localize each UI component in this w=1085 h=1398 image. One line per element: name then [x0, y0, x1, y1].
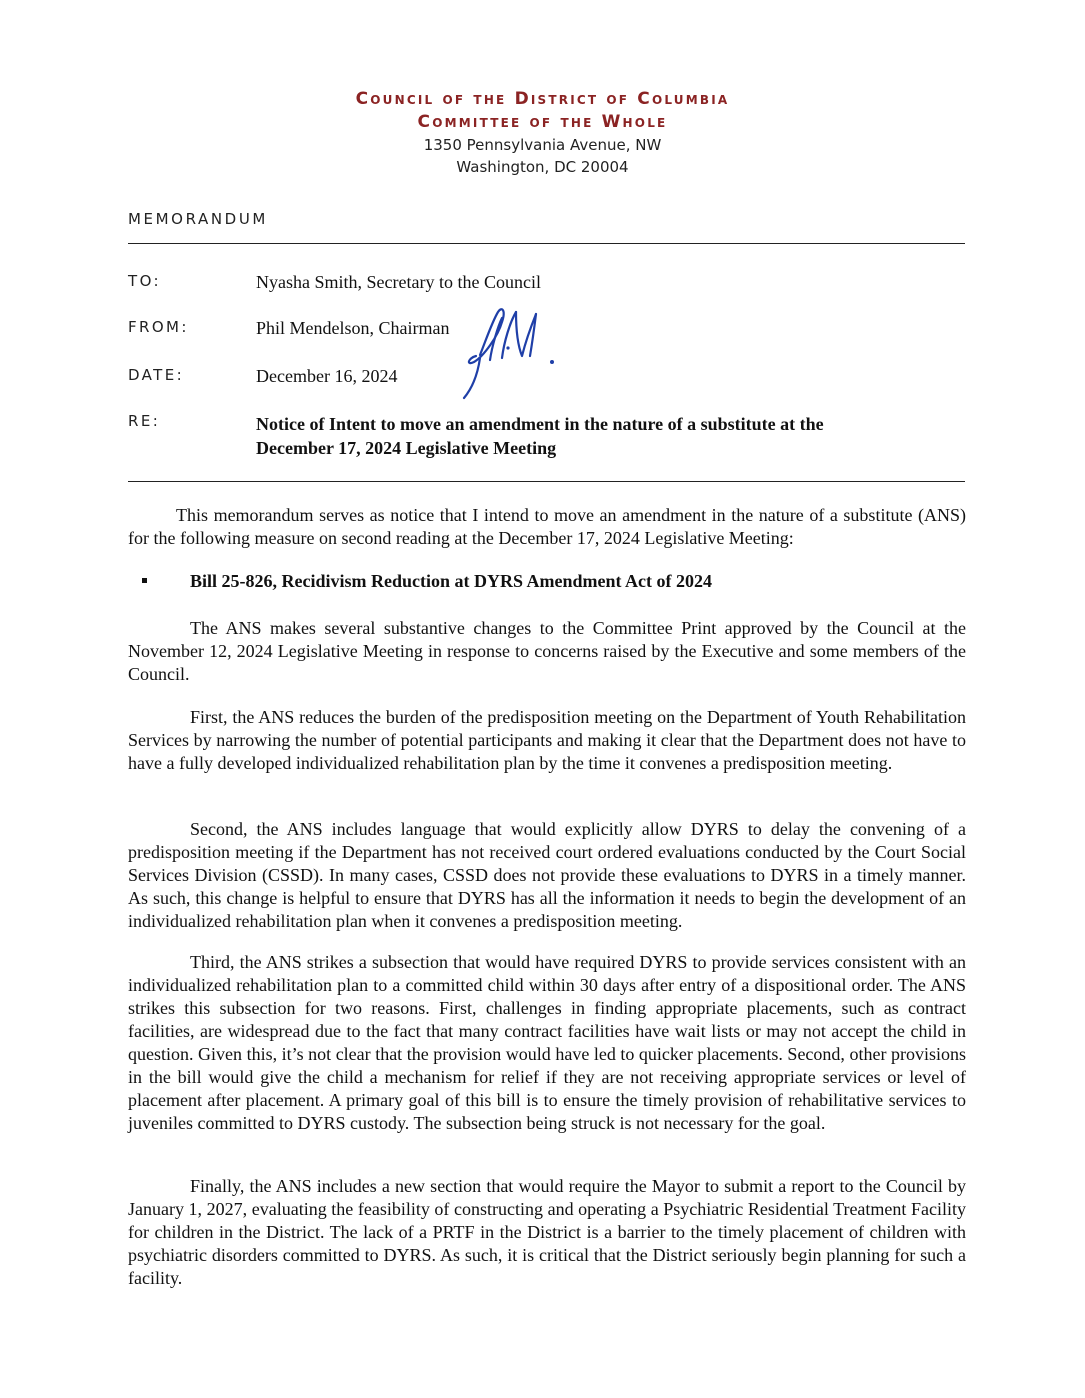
paragraph-second: Second, the ANS includes language that would explicitly allow DYRS to delay the convening of a predisposition meeting if the Department has not received court ordered evaluations conducted by the Court Social Services Division (CSSD). In many cases, CSSD does not provide these evaluations to DYRS in a timely manner. As such, this change is helpful to ensure that DYRS has all the information it needs to begin the development of an individualized rehabilitation plan when it convenes a predisposition meeting. [128, 819, 966, 931]
top-divider [128, 243, 965, 244]
paragraph-finally: Finally, the ANS includes a new section that would require the Mayor to submit a report to the Council by January 1, 2027, evaluating the feasibility of constructing and operating a Psychiatric Residential Treatment Facility for children in the District. The lack of a PRTF in the District is a barrier to the timely placement of children with psychiatric disorders committed to DYRS. As such, it is critical that the District seriously begin planning for such a facility. [128, 1176, 966, 1288]
date-value: December 16, 2024 [256, 366, 398, 386]
address-city: Washington, DC 20004 [456, 158, 629, 176]
from-label: FROM: [128, 318, 189, 336]
committee-name: Committee of the Whole [417, 112, 668, 132]
re-value-line2: December 17, 2024 Legislative Meeting [256, 438, 557, 458]
from-value: Phil Mendelson, Chairman [256, 318, 450, 338]
bill-title: Bill 25-826, Recidivism Reduction at DYRS Amendment Act of 2024 [190, 571, 712, 591]
address-street: 1350 Pennsylvania Avenue, NW [423, 136, 662, 154]
date-label: DATE: [128, 366, 185, 384]
to-value: Nyasha Smith, Secretary to the Council [256, 272, 541, 292]
re-value [256, 412, 936, 460]
intro-paragraph: This memorandum serves as notice that I intend to move an amendment in the nature of a substitute (ANS) for the following measure on second reading at the December 17, 2024 Legislative Meeting: [128, 505, 966, 548]
bottom-divider [128, 481, 965, 482]
paragraph-overview: The ANS makes several substantive changes to the Committee Print approved by the Council at the November 12, 2024 Legislative Meeting in response to concerns raised by the Executive and some members of the Council. [128, 618, 966, 684]
signature-mark [440, 300, 580, 410]
re-value-line1: Notice of Intent to move an amendment in the nature of a substitute at the [256, 414, 824, 434]
bullet-icon [142, 578, 147, 583]
paragraph-first: First, the ANS reduces the burden of the predisposition meeting on the Department of Youth Rehabilitation Services by narrowing the number of potential participants and making it clear that the Department does not have to have a fully developed individualized rehabilitation plan by the time it convenes a predisposition meeting. [128, 707, 966, 773]
memo-title: MEMORANDUM [128, 210, 268, 228]
to-label: TO: [128, 272, 161, 290]
org-name: Council of the District of Columbia [355, 89, 730, 109]
letterhead [0, 88, 1085, 178]
re-label: RE: [128, 412, 161, 430]
paragraph-third: Third, the ANS strikes a subsection that would have required DYRS to provide services consistent with an individualized rehabilitation plan to a committed child within 30 days after entry of a dispositional order. The ANS strikes this subsection for two reasons. First, challenges in finding appropriate placements, such as contract facilities, are widespread due to the fact that many contract facilities have wait lists or may not accept the child in question. Given this, it’s not clear that the provision would have led to quicker placements. Second, other provisions in the bill would give the child a mechanism for relief if they are not receiving appropriate services or level of placement after placement. A primary goal of this bill is to ensure the timely provision of rehabilitative services to juveniles committed to DYRS custody. The subsection being struck is not necessary for the goal. [128, 952, 966, 1133]
